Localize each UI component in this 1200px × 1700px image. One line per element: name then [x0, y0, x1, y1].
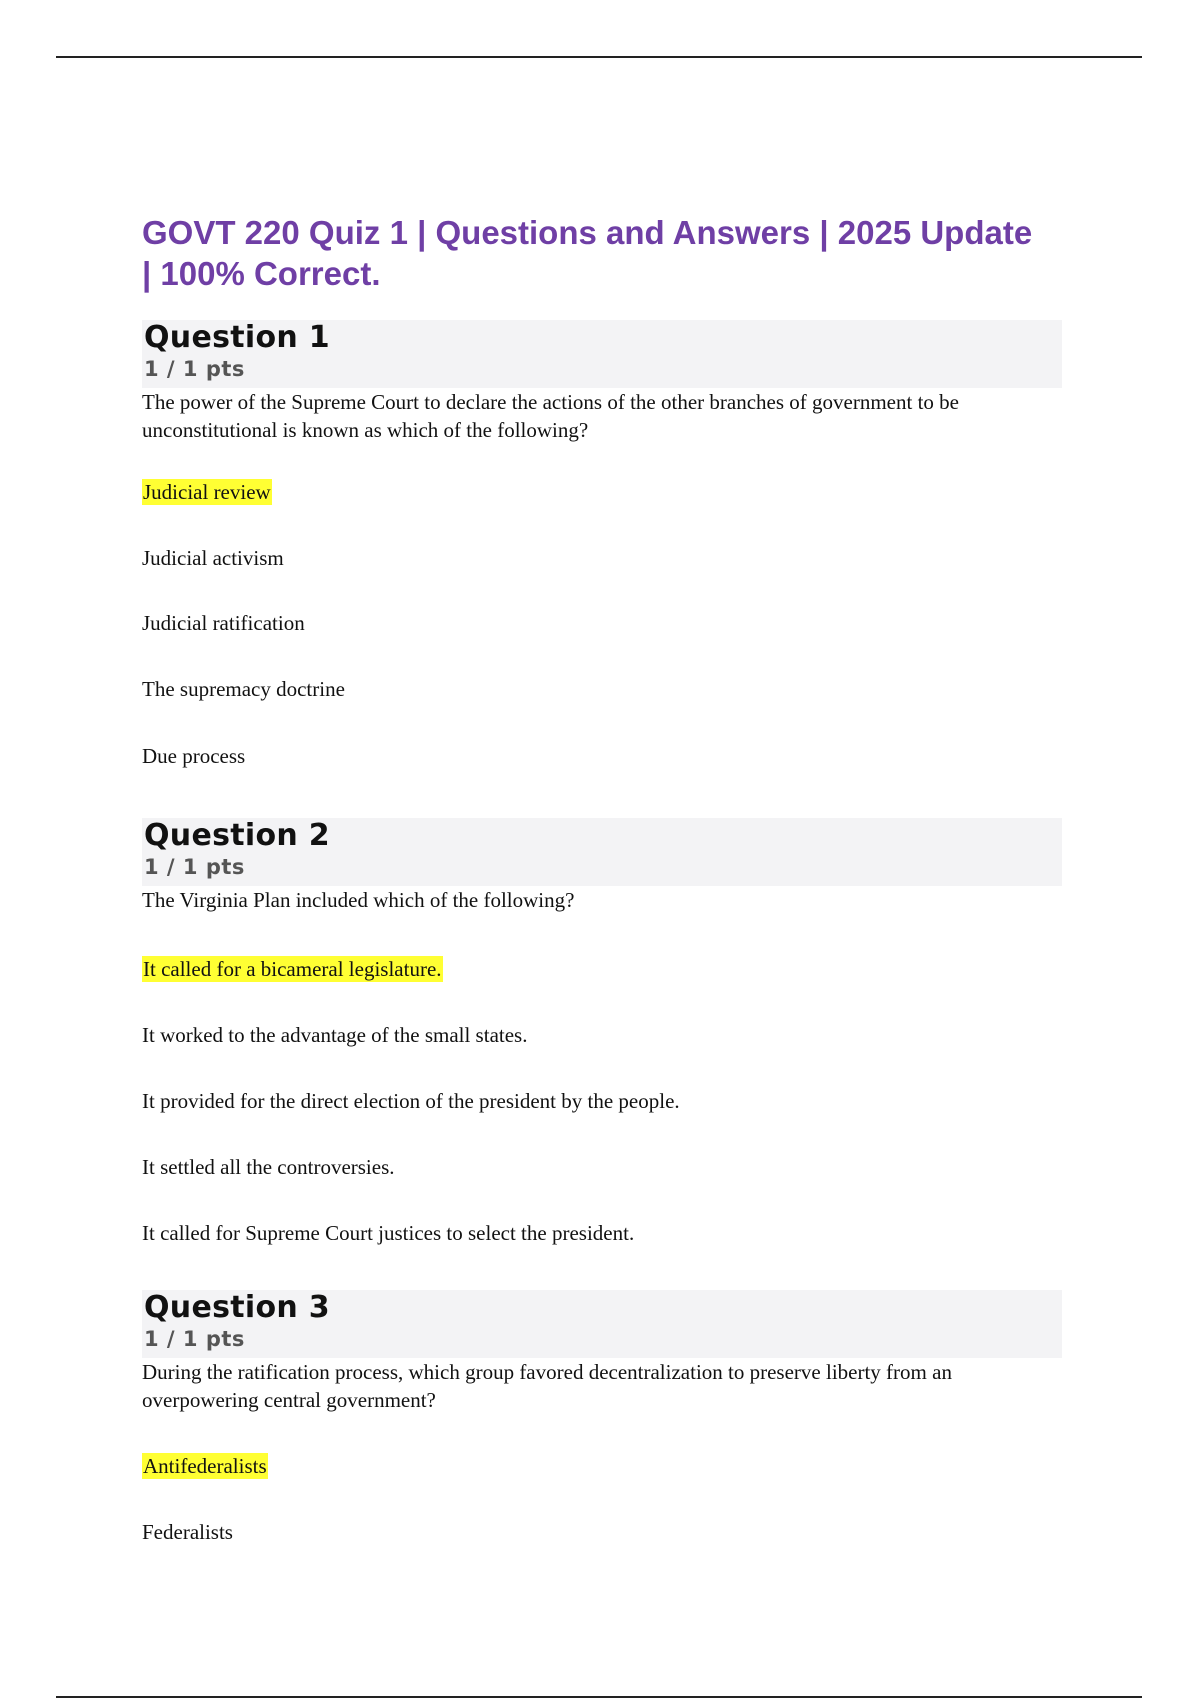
question-text: The Virginia Plan included which of the following?: [142, 888, 575, 912]
answer-option-correct: [142, 478, 1062, 506]
question-title: Question 2: [144, 818, 330, 853]
question-text: The power of the Supreme Court to declare the actions of the other branches of government to be unconstitutional is known as which of the following?: [142, 390, 959, 442]
answer-option-correct: [142, 955, 1062, 983]
answer-options: [142, 478, 1062, 770]
answer-option: Judicial activism: [142, 546, 284, 570]
question-points: 1 / 1 pts: [144, 357, 245, 381]
question-text: During the ratification process, which group favored decentralization to preserve liberty from an overpowering central government?: [142, 1360, 952, 1412]
top-rule: [56, 56, 1142, 58]
answer-option: Due process: [142, 744, 246, 768]
answer-highlight: Antifederalists: [143, 1454, 267, 1478]
question-points: 1 / 1 pts: [144, 1327, 245, 1351]
question-1: [142, 320, 1062, 770]
question-points: 1 / 1 pts: [144, 855, 245, 879]
question-header: [142, 818, 1062, 886]
answer-option: It settled all the controversies.: [142, 1155, 395, 1179]
question-header: [142, 1290, 1062, 1358]
answer-option: The supremacy doctrine: [142, 677, 345, 701]
answer-option: Judicial ratification: [142, 611, 305, 635]
answer-option-correct: [142, 1452, 1062, 1480]
question-header: [142, 320, 1062, 388]
answer-option: Federalists: [142, 1520, 233, 1544]
answer-option: It provided for the direct election of the president by the people.: [142, 1089, 680, 1113]
question-2: [142, 818, 1062, 1247]
answer-highlight: It called for a bicameral legislature.: [143, 957, 442, 981]
question-3: [142, 1290, 1062, 1546]
bottom-rule: [56, 1696, 1142, 1698]
answer-options: [142, 1452, 1062, 1546]
answer-option: It called for Supreme Court justices to select the president.: [142, 1221, 635, 1245]
answer-highlight: Judicial review: [143, 480, 271, 504]
question-title: Question 3: [144, 1290, 330, 1325]
answer-option: It worked to the advantage of the small states.: [142, 1023, 528, 1047]
answer-options: [142, 955, 1062, 1247]
document-title: GOVT 220 Quiz 1 | Questions and Answers | 2025 Update | 100% Correct.: [142, 214, 1033, 292]
question-title: Question 1: [144, 320, 330, 355]
